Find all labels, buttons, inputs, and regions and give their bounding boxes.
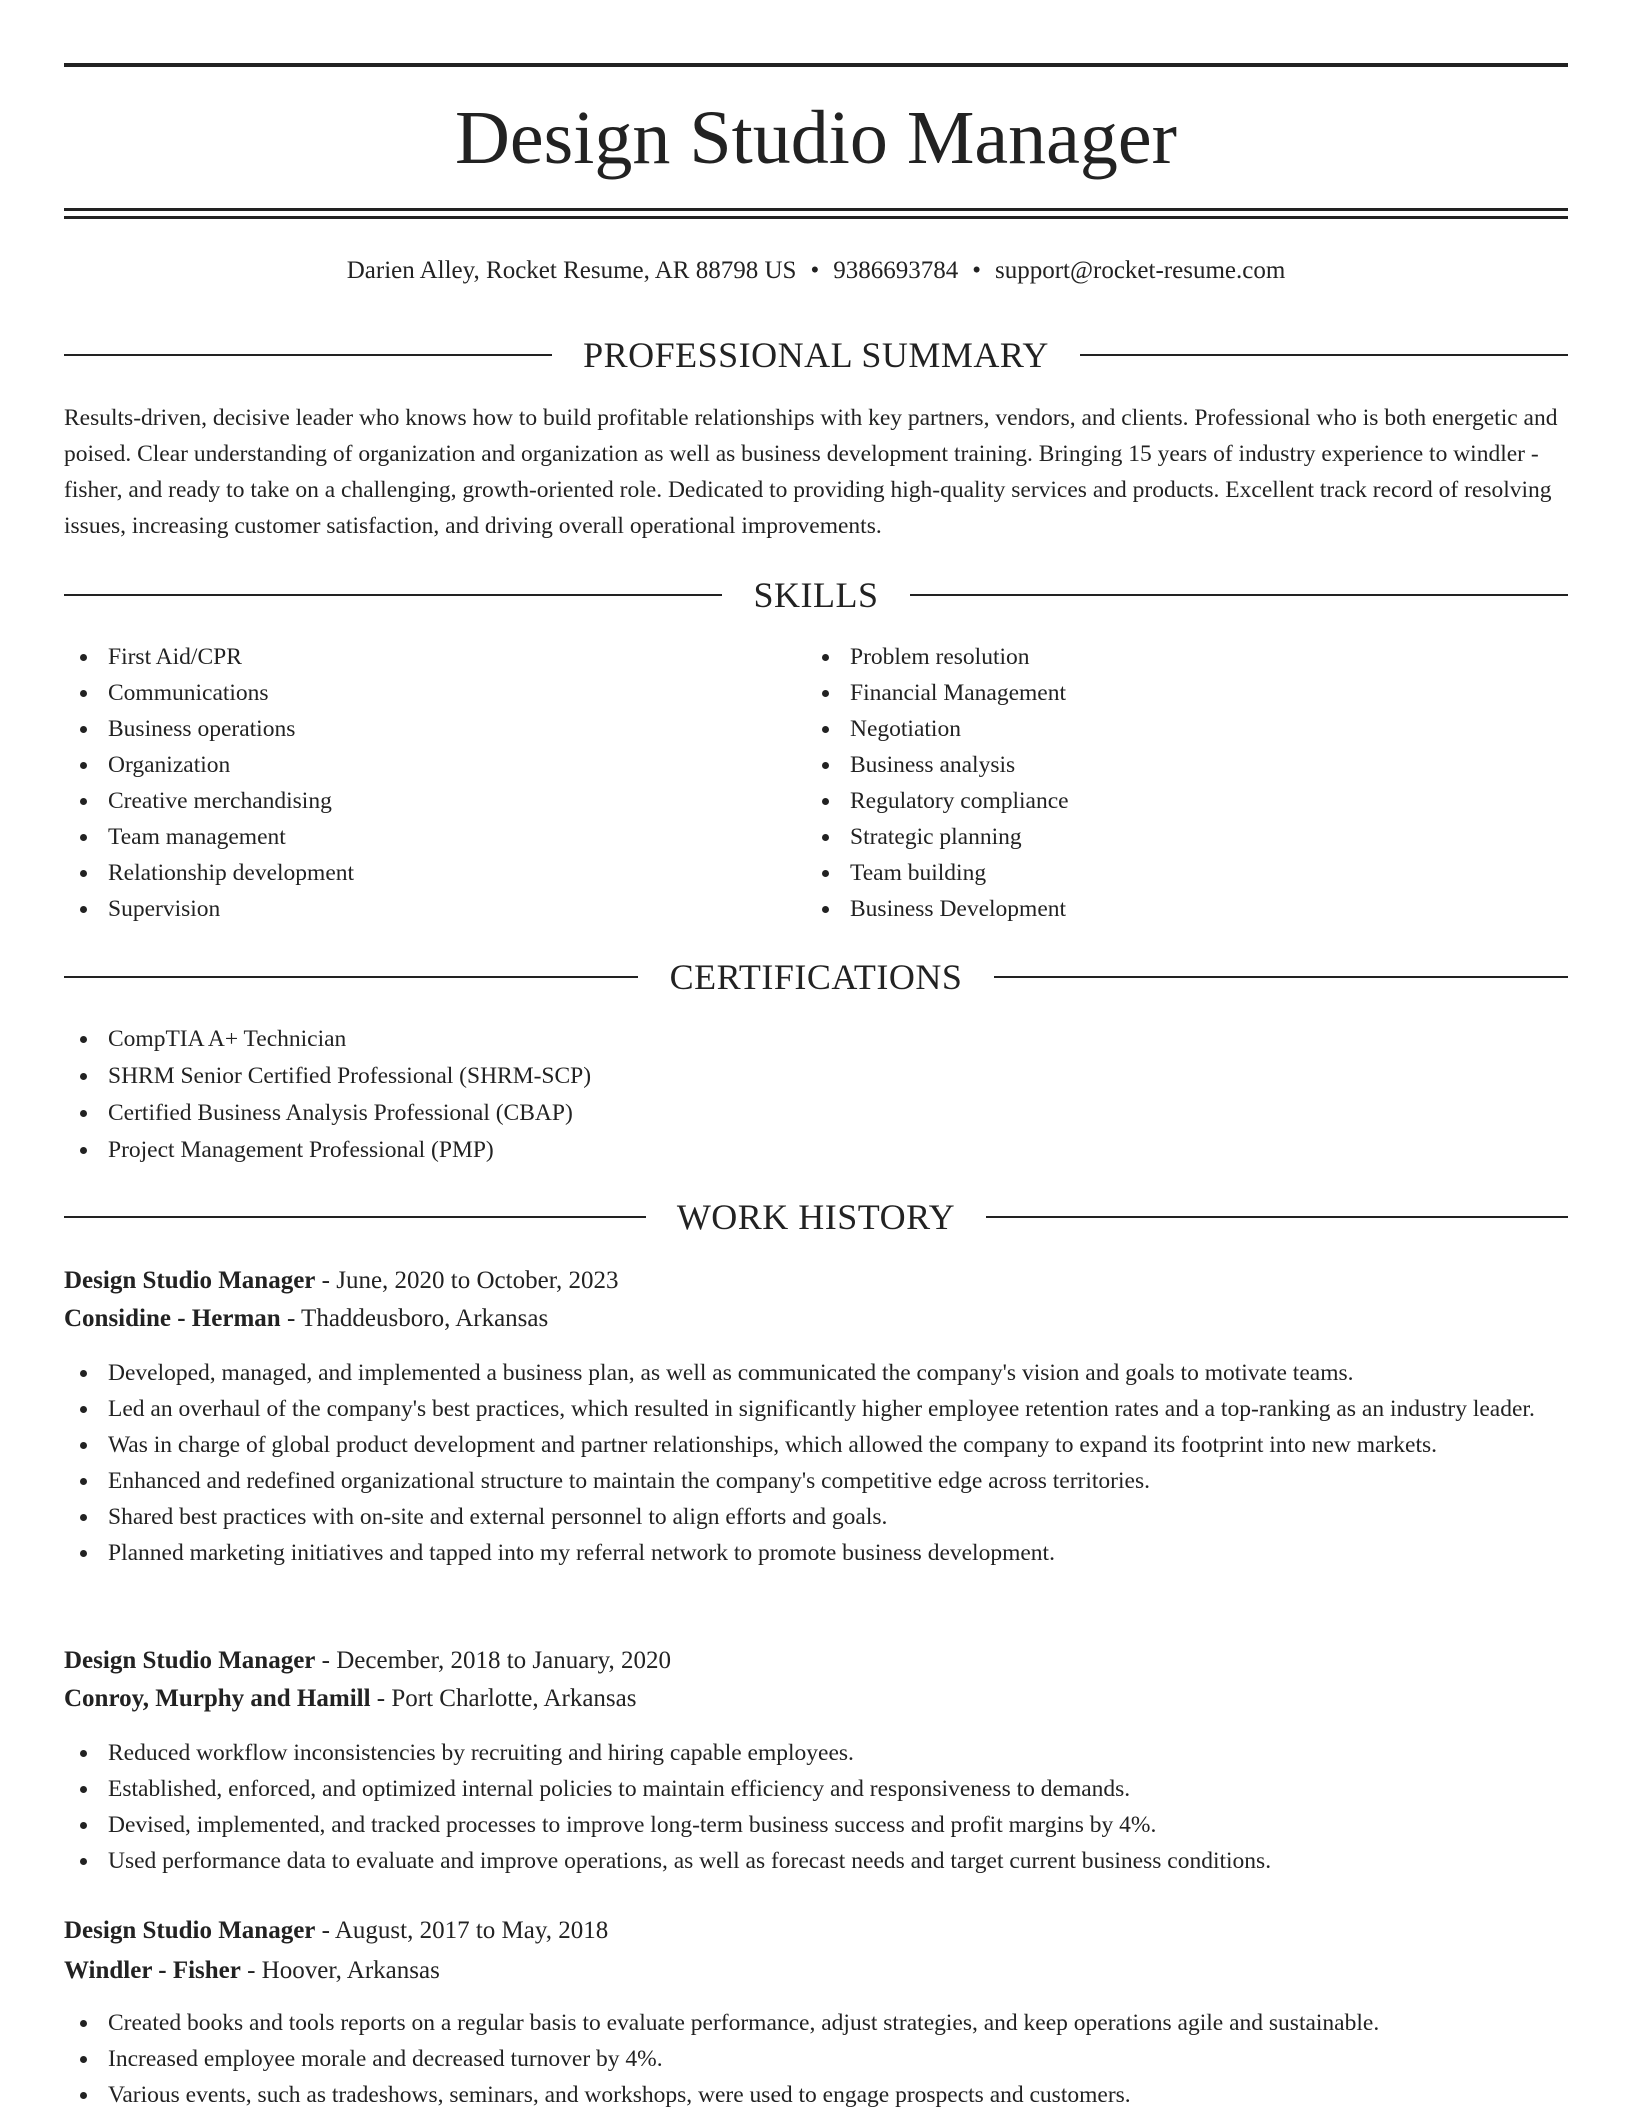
skill-item: Business analysis bbox=[806, 747, 1506, 783]
skill-item: Communications bbox=[64, 675, 764, 711]
contact-separator: • bbox=[972, 257, 981, 284]
certification-item: Certified Business Analysis Professional (CBAP) bbox=[64, 1095, 1568, 1132]
job-bullets bbox=[64, 2005, 1568, 2113]
skill-item: Strategic planning bbox=[806, 819, 1506, 855]
skills-section-heading bbox=[64, 573, 1568, 617]
job-bullet: Various events, such as tradeshows, seminars, and workshops, were used to engage prospects and customers. bbox=[64, 2077, 1568, 2113]
summary-section-heading bbox=[64, 333, 1568, 377]
skills-heading-label: SKILLS bbox=[753, 575, 879, 615]
top-rule bbox=[64, 63, 1568, 67]
contact-email[interactable]: support@rocket-resume.com bbox=[994, 257, 1286, 284]
job-bullet: Developed, managed, and implemented a business plan, as well as communicated the company's vision and goals to motivate teams. bbox=[64, 1355, 1568, 1391]
job-location: - Hoover, Arkansas bbox=[240, 1957, 440, 1984]
contact-separator: • bbox=[810, 257, 820, 284]
summary-heading-label: PROFESSIONAL SUMMARY bbox=[583, 335, 1049, 375]
skill-item: Regulatory compliance bbox=[806, 783, 1506, 819]
skill-item: Problem resolution bbox=[806, 639, 1506, 675]
skill-item: First Aid/CPR bbox=[64, 639, 764, 675]
heading-rule-right bbox=[910, 594, 1568, 596]
resume-title: Design Studio Manager bbox=[455, 96, 1177, 180]
summary-paragraph: Results-driven, decisive leader who knows how to build profitable relationships with key partners, vendors, and clients. Professional who is both energetic and poised. Clear understanding of organization and organization as well as business development training. Bringing 15 years of industry experience to windler - fisher, and ready to take on a challenging, growth-oriented role. Dedicated to providing high-quality services and products. Excellent track record of resolving issues, increasing customer satisfaction, and driving overall operational improvements. bbox=[64, 405, 1558, 539]
certification-item: SHRM Senior Certified Professional (SHRM-SCP) bbox=[64, 1058, 1568, 1095]
job-location: - Thaddeusboro, Arkansas bbox=[280, 1305, 549, 1332]
job-title-line bbox=[64, 1263, 1568, 1299]
job-title-line bbox=[64, 1913, 1568, 1949]
title-double-rule-lower bbox=[64, 216, 1568, 219]
contact-address: Darien Alley, Rocket Resume, AR 88798 US bbox=[346, 257, 797, 284]
job-bullet: Planned marketing initiatives and tapped into my referral network to promote business development. bbox=[64, 1535, 1568, 1571]
skills-list-left bbox=[64, 639, 764, 927]
job-title-line bbox=[64, 1643, 1568, 1679]
job-bullet: Enhanced and redefined organizational structure to maintain the company's competitive edge across territories. bbox=[64, 1463, 1568, 1499]
job-company: Conroy, Murphy and Hamill bbox=[64, 1685, 371, 1712]
job-bullet: Devised, implemented, and tracked processes to improve long-term business success and profit margins by 4%. bbox=[64, 1807, 1568, 1843]
contact-line bbox=[64, 254, 1568, 288]
job-bullet: Established, enforced, and optimized internal policies to maintain efficiency and responsiveness to demands. bbox=[64, 1771, 1568, 1807]
job-bullet: Created books and tools reports on a regular basis to evaluate performance, adjust strategies, and keep operations agile and sustainable. bbox=[64, 2005, 1568, 2041]
job-bullet: Used performance data to evaluate and improve operations, as well as forecast needs and target current business conditions. bbox=[64, 1843, 1568, 1879]
skill-item: Relationship development bbox=[64, 855, 764, 891]
job-company-line bbox=[64, 1301, 1568, 1337]
skill-item: Organization bbox=[64, 747, 764, 783]
skill-item: Negotiation bbox=[806, 711, 1506, 747]
heading-rule-right bbox=[1080, 354, 1568, 356]
job-bullet: Was in charge of global product development and partner relationships, which allowed the company to expand its footprint into new markets. bbox=[64, 1427, 1568, 1463]
skill-item: Creative merchandising bbox=[64, 783, 764, 819]
job-bullet: Increased employee morale and decreased turnover by 4%. bbox=[64, 2041, 1568, 2077]
job-location: - Port Charlotte, Arkansas bbox=[370, 1685, 637, 1712]
job-dates: - August, 2017 to May, 2018 bbox=[315, 1917, 609, 1944]
certifications-heading-label: CERTIFICATIONS bbox=[669, 957, 963, 997]
skill-item: Financial Management bbox=[806, 675, 1506, 711]
job-bullets bbox=[64, 1735, 1568, 1879]
skills-list-right bbox=[806, 639, 1506, 927]
job-role: Design Studio Manager bbox=[64, 1267, 316, 1294]
job-bullet: Shared best practices with on-site and external personnel to align efforts and goals. bbox=[64, 1499, 1568, 1535]
job-company-line bbox=[64, 1953, 1568, 1989]
skill-item: Supervision bbox=[64, 891, 764, 927]
job-bullets bbox=[64, 1355, 1568, 1571]
job-bullet: Led an overhaul of the company's best practices, which resulted in significantly higher employee retention rates and a top-ranking as an industry leader. bbox=[64, 1391, 1568, 1427]
title-double-rule-upper bbox=[64, 208, 1568, 211]
certifications-section-heading bbox=[64, 955, 1568, 999]
work-history-heading-label: WORK HISTORY bbox=[676, 1197, 956, 1237]
job-role: Design Studio Manager bbox=[64, 1647, 316, 1674]
heading-rule-right bbox=[986, 1216, 1568, 1218]
job-company: Considine - Herman bbox=[64, 1305, 281, 1332]
certifications-list bbox=[64, 1021, 1568, 1169]
job-dates: - December, 2018 to January, 2020 bbox=[315, 1647, 672, 1674]
job-company: Windler - Fisher bbox=[64, 1957, 241, 1984]
job-role: Design Studio Manager bbox=[64, 1917, 316, 1944]
job-dates: - June, 2020 to October, 2023 bbox=[315, 1267, 619, 1294]
skill-item: Business operations bbox=[64, 711, 764, 747]
certification-item: CompTIA A+ Technician bbox=[64, 1021, 1568, 1058]
job-bullet: Reduced workflow inconsistencies by recruiting and hiring capable employees. bbox=[64, 1735, 1568, 1771]
contact-phone: 9386693784 bbox=[833, 257, 959, 284]
skill-item: Business Development bbox=[806, 891, 1506, 927]
skill-item: Team building bbox=[806, 855, 1506, 891]
certification-item: Project Management Professional (PMP) bbox=[64, 1132, 1568, 1169]
skill-item: Team management bbox=[64, 819, 764, 855]
work-history-section-heading bbox=[64, 1195, 1568, 1239]
job-company-line bbox=[64, 1681, 1568, 1717]
heading-rule-right bbox=[994, 976, 1568, 978]
